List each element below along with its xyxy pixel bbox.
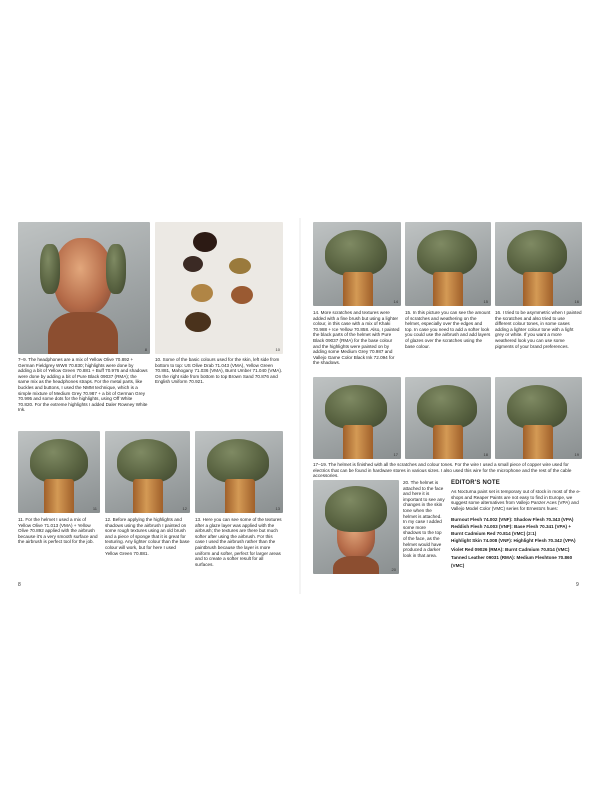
editors-note-title: EDITOR'S NOTE <box>451 480 500 486</box>
photo-helmet-scratches <box>313 222 401 306</box>
photo-helmet-on-face <box>313 480 399 574</box>
editors-note-line: Burnt Cadmium Red 70.814 (VMC) (2:1) <box>451 531 537 536</box>
caption-12: 12. Before applying the highlights and shadows using the airbrush I painted on some rough textures using an old brush and a piece of sponge that it is great for texturing. Any lighter colour than the base colour will work, but for here I used Yellow Green 70.881. <box>105 517 190 556</box>
photo-helmet-weathering <box>405 222 491 306</box>
paint-dot <box>229 258 251 274</box>
photo-helmet-base <box>18 431 100 513</box>
paint-dot <box>231 286 253 304</box>
photo-helmet-asymmetric <box>495 222 582 306</box>
wooden-base <box>44 479 74 513</box>
photo-number: 10 <box>275 347 280 352</box>
caption-7-9: 7–9. The headphones are a mix of Yellow Olive 70.892 + German Fieldgrey WWII 70.830; highlights were done by adding a bit of Yellow Green 70.881 + Buff 70.976 and shadows were done by adding a bit of Pure Black 09037 (RMA); the same mix as the headphones straps. For the metal parts, like buckles and buttons, I used the NMM technique, which is a simple mixture of Medium Grey 70.987 + a bit of German Grey 70.995 and some dots for the highlights, using Off White 70.820. For the extreme highlights I added Daler Rowney White Ink. <box>18 357 148 413</box>
caption-10: 10. Some of the basic colours used for the skin, left side from bottom to top: US Olive Drab 71.043 (VMA), Yellow Green 70.881, Mahogany 71.036 (VMA), Burnt Umber 71.040 (VMA). On the right side from bottom to top Brown Sand 70.876 and English Uniform 70.921. <box>155 357 283 385</box>
photo-number: 15 <box>483 299 488 304</box>
photo-number: 14 <box>393 299 398 304</box>
photo-number: 8 <box>144 347 147 352</box>
caption-16: 16. I tried to be asymmetric when I painted the scratches and also tried to use different colour tones, in some cases adding a lighter colour tone with a light grey or white. If you want a more weathered look you can use some pigments of your brand preferences. <box>495 310 582 349</box>
photo-helmet-glaze <box>195 431 283 513</box>
caption-20: 20. The helmet is attached to the face and here it is important to see any changes in the skin tone when the helmet is attached. In my case I added some more shadows to the top of the face, as the helmet would have produced a darker look in that area. <box>403 480 445 558</box>
wooden-base <box>225 479 255 513</box>
wooden-base <box>433 272 463 306</box>
photo-helmet-finished-back <box>405 377 491 459</box>
editors-note-line: Tanned Leather 09031 (RMA): Medium Fleshtone 70.860 <box>451 555 573 560</box>
helmet <box>507 385 567 429</box>
helmet <box>30 439 88 483</box>
caption-15: 15. In this picture you can see the amount of scratches and weathering on the helmet, especially over the edges and top. In case you need to add a softer look you could use the airbrush and add layers of glazes over the scratches using the base colour. <box>405 310 491 349</box>
headphone-left <box>40 244 60 294</box>
headphone-right <box>106 244 126 294</box>
editors-note-line: Highlight Skin 74.008 (VNF): Highlight Flesh 70.342 (VPA) <box>451 538 576 543</box>
photo-number: 20 <box>391 567 396 572</box>
wooden-base <box>523 425 553 459</box>
helmet <box>325 385 387 429</box>
photo-number: 19 <box>574 452 579 457</box>
photo-paint-palette <box>155 222 283 354</box>
wooden-base <box>343 425 373 459</box>
paint-dot <box>185 312 211 332</box>
page-gutter <box>299 218 301 594</box>
page-number-right: 9 <box>576 582 579 588</box>
wooden-base <box>433 425 463 459</box>
photo-number: 13 <box>275 506 280 511</box>
photo-number: 17 <box>393 452 398 457</box>
photo-helmet-finished-front <box>495 377 582 459</box>
editors-note-line: (VMC) <box>451 563 465 568</box>
photo-number: 12 <box>182 506 187 511</box>
wooden-base <box>133 479 163 513</box>
wooden-base <box>523 272 553 306</box>
helmet <box>417 230 477 276</box>
caption-17-19: 17–19. The helmet is finished with all the scratches and colour tones. For the wire I used a small piece of copper wire used for electrics that can be found in hardware stores in various sizes. I also used this wire for the microphone and the rest of the cable accessories. <box>313 462 572 479</box>
helmet <box>325 230 387 276</box>
editors-note-line: Reddish Flesh 74.003 (VNF): Base Flesh 70.341 (VPA) + <box>451 524 572 529</box>
paint-dot <box>183 256 203 272</box>
editors-note-line: Burnout Flesh 74.002 (VNF): Shadow Flesh 70.343 (VPA) <box>451 517 574 522</box>
photo-number: 11 <box>92 506 97 511</box>
helmet <box>417 385 477 429</box>
editors-note-line: Violet Red 09026 (RMA): Burnt Cadmium 70.814 (VMC) <box>451 547 570 552</box>
bust-shoulders <box>48 312 118 354</box>
helmet <box>117 439 177 483</box>
photo-head-headphones <box>18 222 150 354</box>
helmet <box>325 486 387 532</box>
editors-note-intro: As Nocturna paint set is temporary out of stock in most of the e-shops and Reaper Paints are not easy to find in Europe, we suggest some alternatives from Vallejo Panzer Aces (VPA) and Vallejo Model Color (VMC) series for Ernesto's hues: <box>451 489 581 511</box>
page-number-left: 8 <box>18 582 21 588</box>
bust-shoulders <box>333 556 379 574</box>
photo-number: 18 <box>483 452 488 457</box>
photo-number: 16 <box>574 299 579 304</box>
helmet <box>207 439 269 483</box>
caption-11: 11. For the helmet I used a mix of Yellow Olive 71.013 (VMA) + Yellow Olive 70.892 applied with the airbrush because it's a very smooth surface and the airbrush is perfect tool for the job. <box>18 517 98 545</box>
photo-helmet-texture <box>105 431 190 513</box>
helmet <box>507 230 567 276</box>
caption-14: 14. More scratches and textures were added with a fine brush but using a lighter colour, in this case with a mix of Khaki 70.988 + Ice Yellow 70.858. Also, I painted the black parts of the helmet with Pure Black 09037 (RMA) for the base colour and the highlights were painted on by adding some Medium Grey 70.987 and Vallejo Game Color Black Ink 72.094 for the shadows. <box>313 310 400 366</box>
paint-dot <box>193 232 217 252</box>
paint-dot <box>191 284 213 302</box>
photo-helmet-finished-side <box>313 377 401 459</box>
wooden-base <box>343 272 373 306</box>
caption-13: 13. Here you can see some of the textures after a glaze layer was applied with the airbrush; the textures are there but much softer after using the airbrush. For this case I used the airbrush rather than the paintbrush because the layer is more uniform and softer, perfect for larger areas and to create a softer result for all surfaces. <box>195 517 282 567</box>
painted-face <box>54 238 112 314</box>
